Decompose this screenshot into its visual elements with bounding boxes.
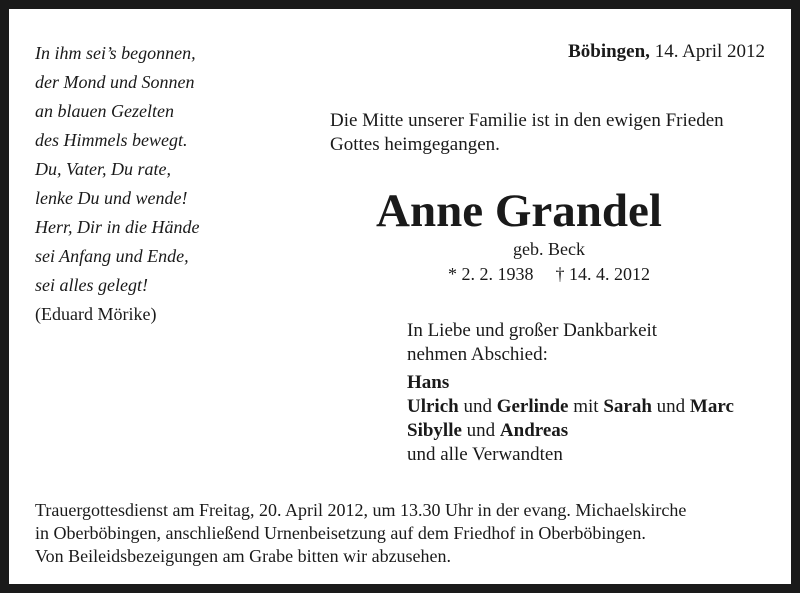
mourner-name: Sarah: [603, 396, 652, 417]
mourner-name: Andreas: [499, 420, 569, 441]
mourners-list: [407, 371, 787, 467]
poem-line: In ihm sei’s begonnen,: [35, 43, 196, 63]
place-name: Böbingen,: [568, 41, 650, 62]
place-date: [568, 41, 765, 63]
mourner-name: Marc: [689, 396, 734, 417]
mourner-row: [407, 371, 787, 395]
farewell-text: [407, 319, 787, 367]
birth-date: * 2. 2. 1938: [448, 264, 534, 284]
poem-line: an blauen Gezelten: [35, 101, 174, 121]
intro-text: [330, 109, 790, 157]
mourner-name: Hans: [407, 372, 450, 393]
poem-line: des Himmels bewegt.: [35, 130, 188, 150]
poem-line: Herr, Dir in die Hände: [35, 217, 200, 237]
birth-name: geb. Beck: [513, 239, 585, 259]
intro-line: Gottes heimgegangen.: [330, 134, 500, 155]
connector-word: mit: [573, 396, 599, 417]
poem: [35, 39, 305, 329]
mourner-row: [407, 419, 787, 443]
relatives-line: und alle Verwandten: [407, 444, 563, 465]
poem-line: lenke Du und wende!: [35, 188, 188, 208]
deceased-name: Anne Grandel: [376, 185, 662, 237]
poem-author: (Eduard Mörike): [35, 304, 157, 324]
poem-line: Du, Vater, Du rate,: [35, 159, 171, 179]
mourner-name: Gerlinde: [496, 396, 569, 417]
poem-line: sei alles gelegt!: [35, 275, 148, 295]
service-line: in Oberböbingen, anschließend Urnenbeisetzung auf dem Friedhof in Oberböbingen.: [35, 523, 646, 543]
farewell-line: nehmen Abschied:: [407, 344, 548, 365]
connector-word: und: [656, 396, 686, 417]
service-line: Von Beileidsbezeigungen am Grabe bitten wir abzusehen.: [35, 546, 452, 566]
mourner-row: [407, 395, 787, 419]
service-line: Trauergottesdienst am Freitag, 20. April 2012, um 13.30 Uhr in der evang. Michaelskirche: [35, 500, 687, 520]
poem-line: sei Anfang und Ende,: [35, 246, 189, 266]
death-date: † 14. 4. 2012: [555, 264, 650, 284]
service-info: [35, 499, 785, 568]
connector-word: und: [463, 396, 492, 417]
farewell-line: In Liebe und großer Dankbarkeit: [407, 320, 658, 341]
mourner-name: Sibylle: [407, 420, 462, 441]
poem-line: der Mond und Sonnen: [35, 72, 195, 92]
notice-date: 14. April 2012: [654, 41, 765, 62]
intro-line: Die Mitte unserer Familie ist in den ewigen Frieden: [330, 110, 724, 131]
life-dates: [419, 262, 679, 286]
connector-word: und: [466, 420, 496, 441]
mourner-name: Ulrich: [407, 396, 459, 417]
